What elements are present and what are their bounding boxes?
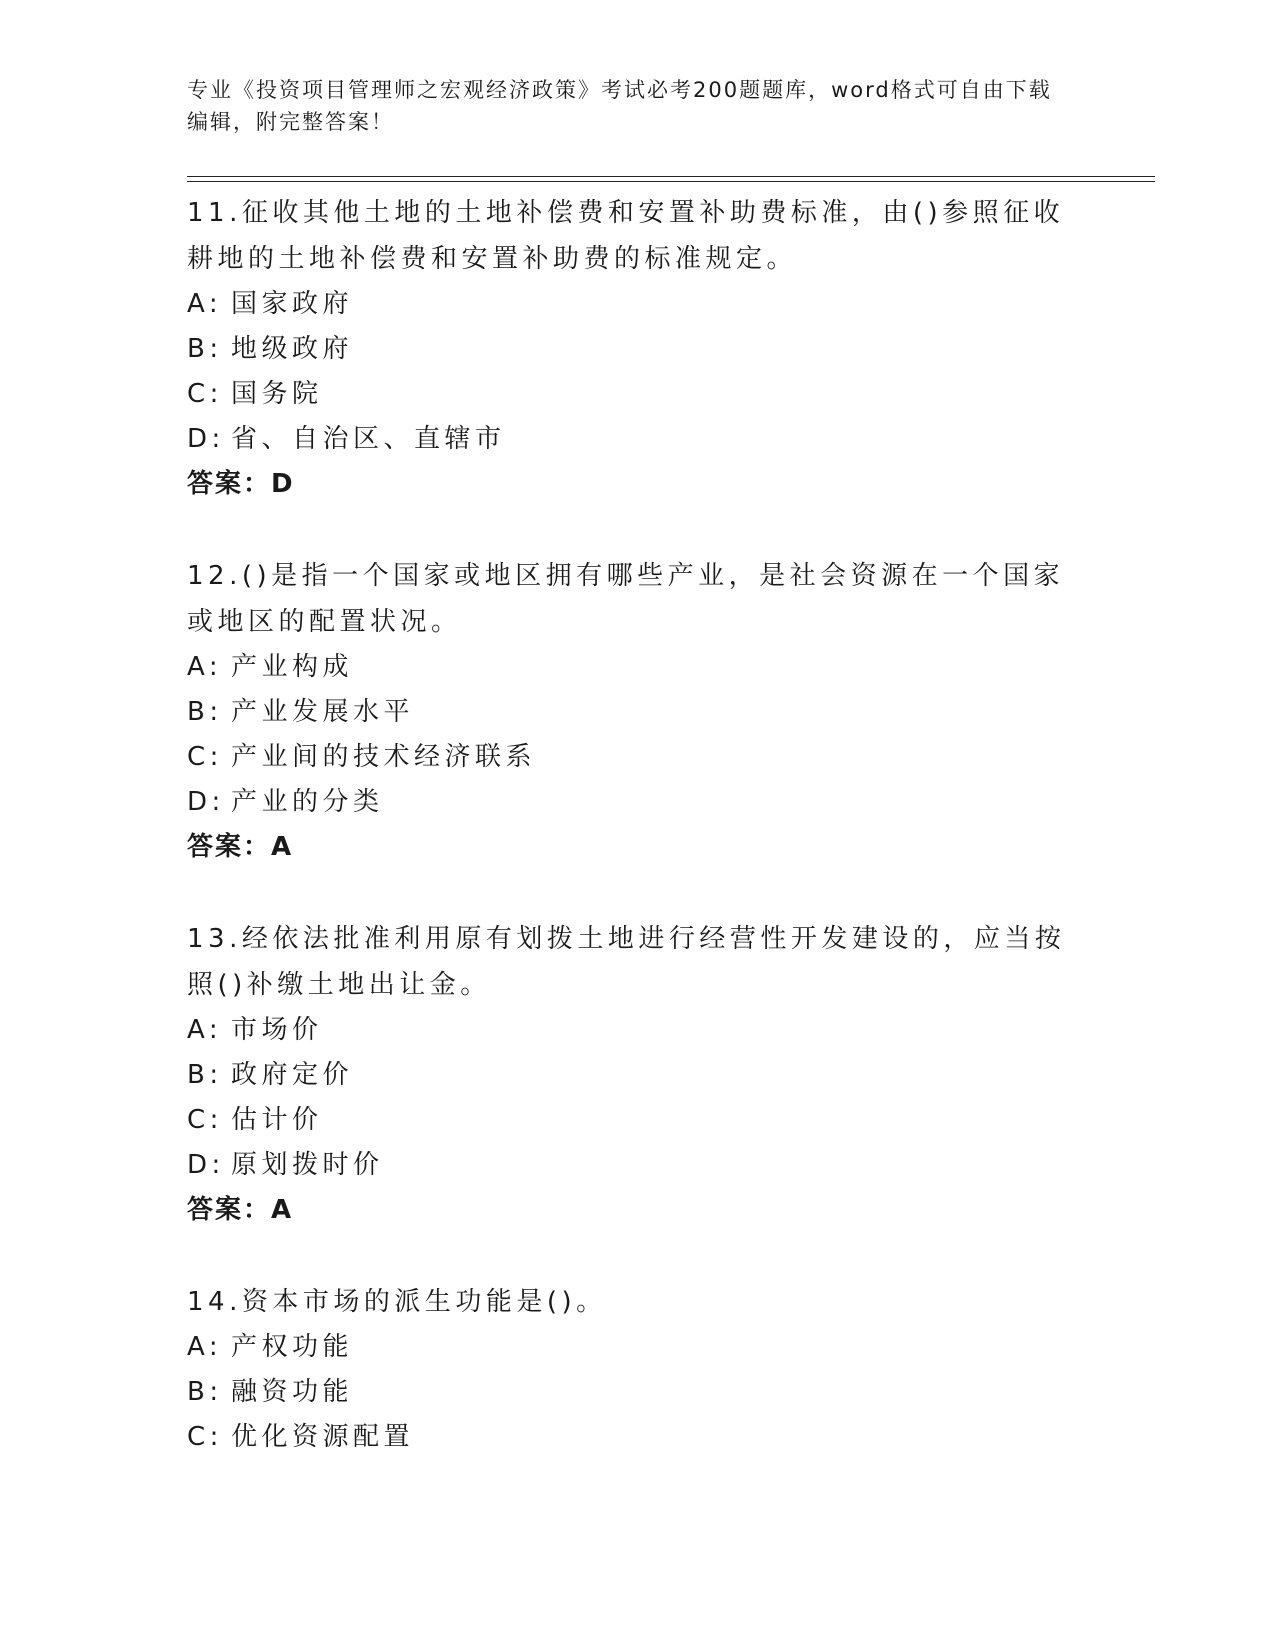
option-text: 政府定价 <box>231 1060 354 1090</box>
option-text: 产业发展水平 <box>231 697 415 727</box>
question-stem: 14.资本市场的派生功能是()。 <box>187 1287 607 1317</box>
option-letter: A: <box>187 1015 223 1045</box>
option-a <box>187 645 1087 690</box>
option-letter: D: <box>187 1150 225 1180</box>
option-a <box>187 282 1087 327</box>
document-header: 专业《投资项目管理师之宏观经济政策》考试必考200题题库，word格式可自由下载编辑，附完整答案！ <box>187 78 1052 134</box>
question-list <box>187 190 1087 1506</box>
option-text: 省、自治区、直辖市 <box>231 424 506 454</box>
option-b <box>187 1053 1087 1098</box>
option-text: 原划拨时价 <box>231 1150 384 1180</box>
option-b <box>187 1370 1087 1415</box>
question-stem: 11.征收其他土地的土地补偿费和安置补助费标准，由()参照征收耕地的土地补偿费和安置补助费的标准规定。 <box>187 198 1065 274</box>
option-text: 地级政府 <box>231 334 354 364</box>
option-c <box>187 1415 1087 1460</box>
option-b <box>187 690 1087 735</box>
option-text: 融资功能 <box>231 1377 354 1407</box>
option-letter: C: <box>187 379 223 409</box>
option-letter: B: <box>187 1060 223 1090</box>
option-text: 产业构成 <box>231 652 354 682</box>
header-rule-bottom <box>187 181 1155 182</box>
option-letter: B: <box>187 1377 223 1407</box>
option-d <box>187 780 1087 825</box>
answer-line: 答案：A <box>187 832 294 862</box>
option-letter: C: <box>187 742 223 772</box>
option-letter: A: <box>187 1332 223 1362</box>
option-text: 产权功能 <box>231 1332 354 1362</box>
question-stem: 12.()是指一个国家或地区拥有哪些产业，是社会资源在一个国家或地区的配置状况。 <box>187 561 1065 637</box>
option-letter: A: <box>187 289 223 319</box>
option-d <box>187 1143 1087 1188</box>
option-d <box>187 417 1087 462</box>
question-item <box>187 1279 1087 1460</box>
option-letter: D: <box>187 787 225 817</box>
option-letter: D: <box>187 424 225 454</box>
option-text: 产业的分类 <box>231 787 384 817</box>
question-stem: 13.经依法批准利用原有划拨土地进行经营性开发建设的，应当按照()补缴土地出让金。 <box>187 924 1066 1000</box>
option-c <box>187 1098 1087 1143</box>
option-c <box>187 735 1087 780</box>
option-text: 估计价 <box>231 1105 323 1135</box>
option-c <box>187 372 1087 417</box>
answer-line: 答案：A <box>187 1195 294 1225</box>
question-item <box>187 916 1087 1233</box>
header-rule-top <box>187 176 1155 177</box>
option-letter: C: <box>187 1422 223 1452</box>
option-text: 产业间的技术经济联系 <box>231 742 537 772</box>
option-a <box>187 1008 1087 1053</box>
option-letter: A: <box>187 652 223 682</box>
option-b <box>187 327 1087 372</box>
option-text: 市场价 <box>231 1015 323 1045</box>
option-a <box>187 1325 1087 1370</box>
question-item <box>187 190 1087 507</box>
option-letter: B: <box>187 697 223 727</box>
option-text: 国务院 <box>231 379 323 409</box>
option-text: 优化资源配置 <box>231 1422 415 1452</box>
option-letter: C: <box>187 1105 223 1135</box>
question-item <box>187 553 1087 870</box>
option-text: 国家政府 <box>231 289 354 319</box>
answer-line: 答案：D <box>187 469 295 499</box>
option-letter: B: <box>187 334 223 364</box>
